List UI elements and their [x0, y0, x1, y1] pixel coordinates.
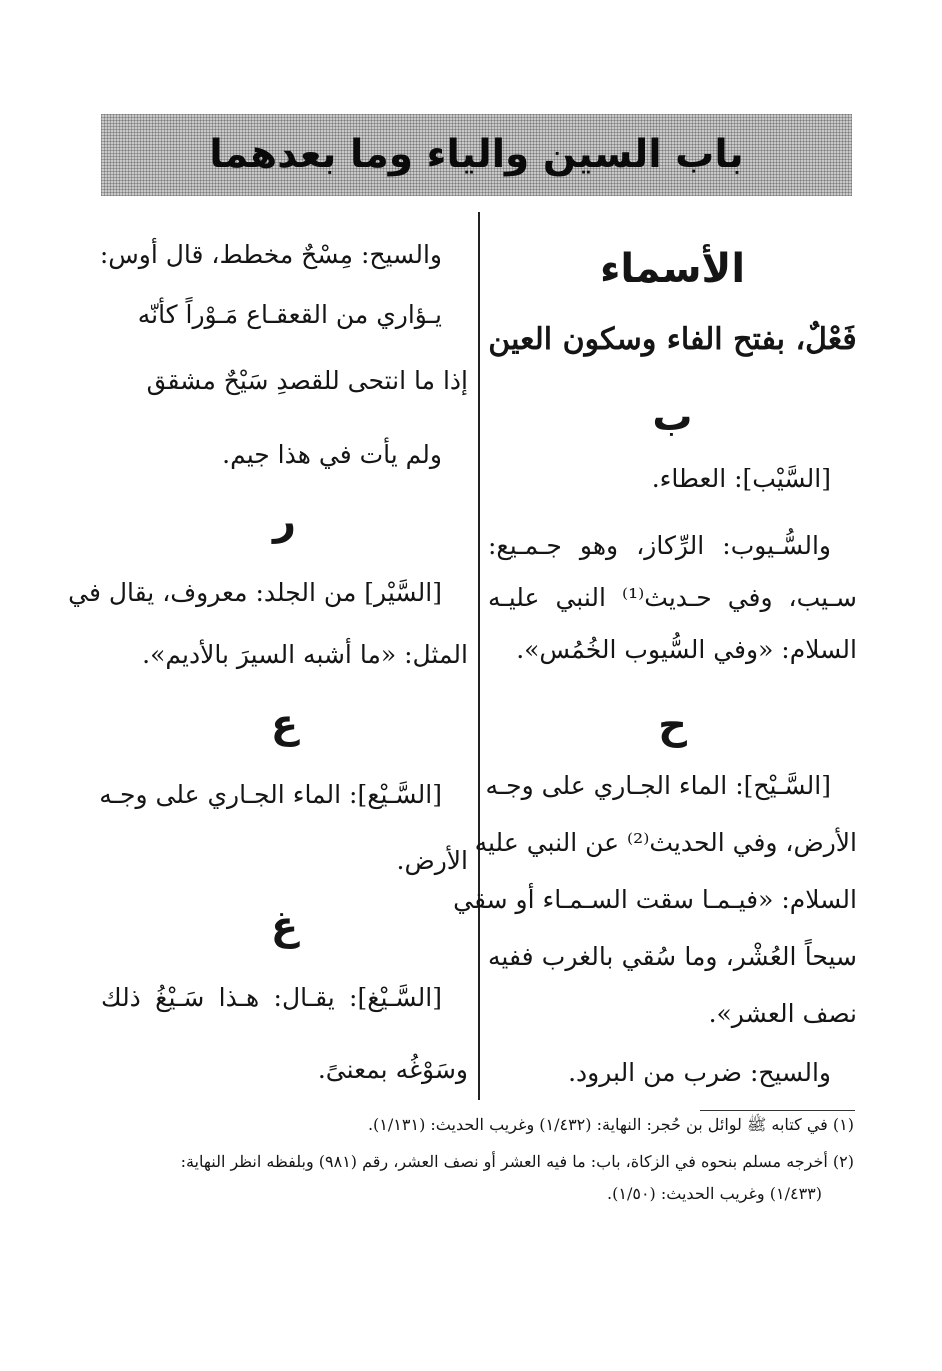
column-divider — [478, 212, 480, 1100]
letter-heading-ha: ح — [658, 702, 687, 748]
chapter-header-band — [101, 114, 852, 196]
section-heading-names: الأسماء — [599, 246, 746, 292]
letter-heading-ba: ب — [652, 394, 693, 440]
footnote-2-continuation: (١/٤٣٣) وغريب الحديث: (١/٥٠). — [607, 1184, 822, 1203]
poem-verse-line: يـؤاري من القعقـاع مَـوْراً كأنّه — [137, 300, 442, 329]
footnote-2: (٢) أخرجه مسلم بنحوه في الزكاة، باب: ما فيه العشر أو نصف العشر، رقم (٩٨١) وبلفظه انظر النهاية: — [180, 1152, 854, 1171]
poem-verse-line: إذا ما انتحى للقصدِ سَيْحٌ مشقق — [146, 366, 468, 395]
entry-line: الأرض، وفي الحديث⁽²⁾ عن النبي عليه — [474, 828, 857, 857]
entry-line: [السَّـيْغ]: يقـال: هـذا سَـيْغُ ذلك — [101, 983, 442, 1012]
entry-line: نصف العشر». — [708, 999, 857, 1028]
entry-line: الأرض. — [396, 846, 468, 875]
footnote-separator — [700, 1110, 855, 1111]
entry-line: [السَّـيْح]: الماء الجـاري على وجـه — [485, 771, 831, 800]
letter-heading-ain: ع — [270, 701, 299, 747]
entry-line: والسيح: ضرب من البرود. — [568, 1058, 831, 1087]
entry-line: [السَّيْر] من الجلد: معروف، يقال في — [68, 578, 442, 607]
entry-line: والسيح: مِسْحٌ مخطط، قال أوس: — [99, 240, 442, 269]
footnote-1: (١) في كتابه ﷺ لوائل بن حُجر: النهاية: (١/٤٣٢) وغريب الحديث: (١/١٣١). — [367, 1115, 854, 1134]
left-column — [68, 205, 468, 1100]
pattern-heading: فَعْلٌ، بفتح الفاء وسكون العين — [488, 322, 857, 357]
chapter-title: باب السين والياء وما بعدهما — [209, 132, 744, 177]
entry-line: [السَّـيْع]: الماء الجـاري على وجـه — [99, 780, 442, 809]
entry-line: السلام: «فيـمـا سقت السـمـاء أو سقي — [453, 885, 857, 914]
entry-line: السلام: «وفي السُّيوب الخُمُس». — [516, 635, 857, 664]
letter-heading-ghain: غ — [270, 903, 299, 949]
letter-heading-ra: ر — [272, 498, 297, 544]
entry-line: ولم يأت في هذا جيم. — [222, 440, 442, 469]
right-column — [453, 205, 857, 1100]
entry-line: والسُّـيوب: الرِّكاز، وهو جـمـيع: — [488, 531, 831, 560]
entry-line: سيحاً العُشْر، وما سُقي بالغرب ففيه — [488, 942, 857, 971]
entry-line: سـيب، وفي حـديث⁽¹⁾ النبي عليـه — [488, 583, 857, 612]
entry-line: المثل: «ما أشبه السيرَ بالأديم». — [142, 640, 468, 669]
entry-line: [السَّيْب]: العطاء. — [651, 464, 831, 493]
entry-line: وسَوْغُه بمعنىً. — [317, 1055, 468, 1084]
